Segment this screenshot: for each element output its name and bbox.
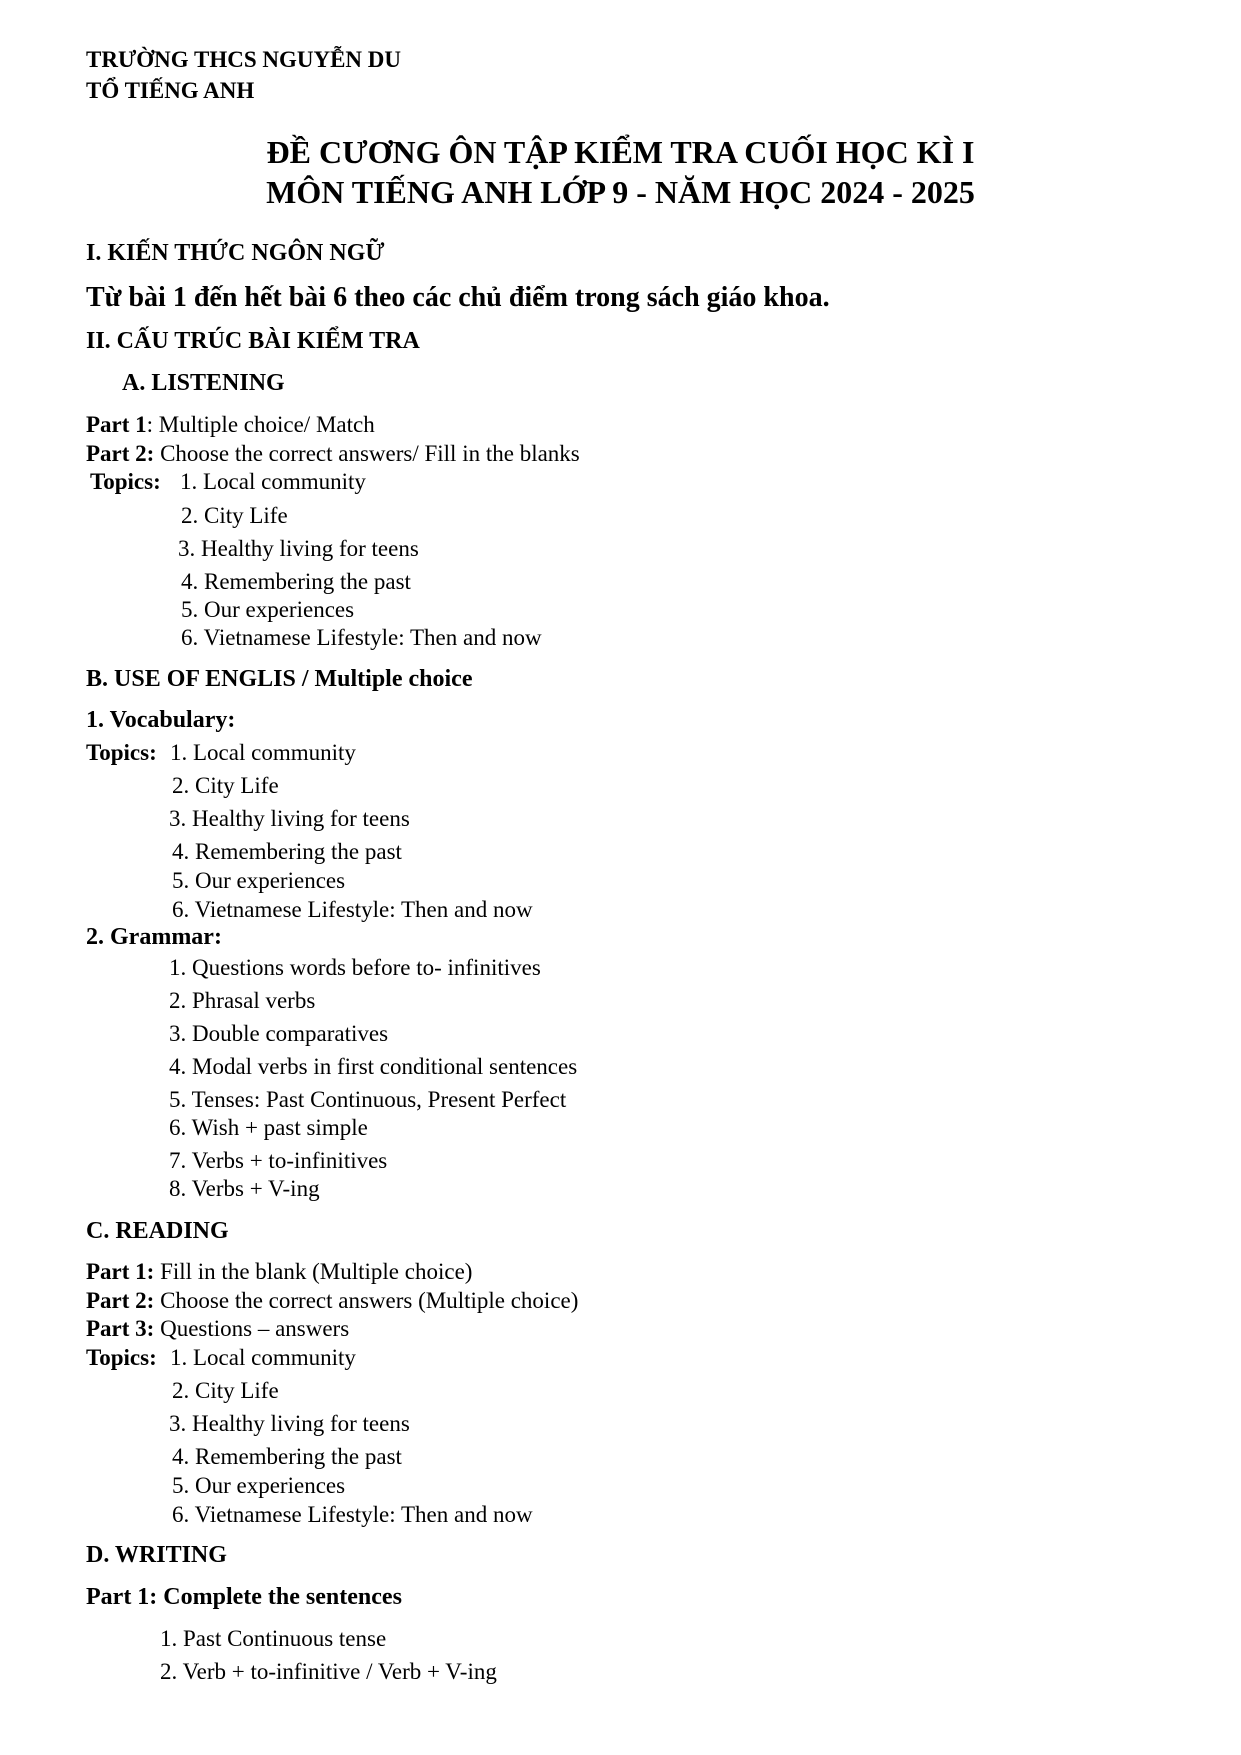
school-name: TRƯỜNG THCS NGUYỄN DU xyxy=(86,47,402,72)
document-title-line1: ĐỀ CƯƠNG ÔN TẬP KIỂM TRA CUỐI HỌC KÌ I xyxy=(266,134,975,170)
part-text: Fill in the blank (Multiple choice) xyxy=(154,1259,473,1284)
part-label: Part 1: xyxy=(86,1259,155,1284)
part-text: Choose the correct answers (Multiple choice) xyxy=(154,1288,579,1313)
listening-topic: 3. Healthy living for teens xyxy=(178,536,419,561)
grammar-item: 7. Verbs + to-infinitives xyxy=(169,1148,388,1173)
listening-part-1 xyxy=(86,413,375,436)
grammar-item: 5. Tenses: Past Continuous, Present Perfect xyxy=(169,1087,567,1112)
vocabulary-heading: 1. Vocabulary: xyxy=(86,707,236,733)
writing-item: 2. Verb + to-infinitive / Verb + V-ing xyxy=(160,1659,497,1684)
grammar-item: 3. Double comparatives xyxy=(169,1021,389,1046)
part-label: Part 2: xyxy=(86,441,155,466)
part-text: Questions – answers xyxy=(154,1316,350,1341)
reading-part-2 xyxy=(86,1289,578,1312)
section1-text: Từ bài 1 đến hết bài 6 theo các chủ điểm trong sách giáo khoa. xyxy=(86,282,830,313)
writing-item: 1. Past Continuous tense xyxy=(160,1626,387,1651)
part-text: : Multiple choice/ Match xyxy=(146,412,375,437)
listening-topic: 6. Vietnamese Lifestyle: Then and now xyxy=(181,625,542,650)
reading-heading: C. READING xyxy=(86,1218,229,1244)
reading-part-1 xyxy=(86,1260,472,1283)
department-name: TỔ TIẾNG ANH xyxy=(86,78,255,103)
reading-topic: 6. Vietnamese Lifestyle: Then and now xyxy=(172,1502,533,1527)
document-title-line2: MÔN TIẾNG ANH LỚP 9 - NĂM HỌC 2024 - 2025 xyxy=(266,174,975,210)
vocabulary-topic: 4. Remembering the past xyxy=(172,839,402,864)
vocabulary-topic: 1. Local community xyxy=(170,740,356,765)
listening-topic: 1. Local community xyxy=(180,469,366,494)
reading-part-3 xyxy=(86,1317,349,1340)
vocabulary-topic: 2. City Life xyxy=(172,773,279,798)
grammar-item: 8. Verbs + V-ing xyxy=(169,1176,320,1201)
grammar-heading: 2. Grammar: xyxy=(86,924,222,950)
vocabulary-topic: 6. Vietnamese Lifestyle: Then and now xyxy=(172,897,533,922)
use-of-english-heading: B. USE OF ENGLIS / Multiple choice xyxy=(86,666,473,692)
writing-part-1: Part 1: Complete the sentences xyxy=(86,1584,402,1610)
listening-topic: 2. City Life xyxy=(181,503,288,528)
reading-topic: 1. Local community xyxy=(170,1345,356,1370)
part-label: Part 3: xyxy=(86,1316,155,1341)
vocabulary-topic: 3. Healthy living for teens xyxy=(169,806,410,831)
reading-topic: 3. Healthy living for teens xyxy=(169,1411,410,1436)
section2-heading: II. CẤU TRÚC BÀI KIỂM TRA xyxy=(86,328,420,354)
grammar-item: 6. Wish + past simple xyxy=(169,1115,368,1140)
part-text: Choose the correct answers/ Fill in the blanks xyxy=(154,441,580,466)
listening-topic: 4. Remembering the past xyxy=(181,569,411,594)
part-label: Part 1 xyxy=(86,412,147,437)
vocabulary-topics-label: Topics: xyxy=(86,740,157,765)
grammar-item: 4. Modal verbs in first conditional sentences xyxy=(169,1054,578,1079)
listening-part-2 xyxy=(86,442,580,465)
reading-topic: 2. City Life xyxy=(172,1378,279,1403)
part-label: Part 2: xyxy=(86,1288,155,1313)
grammar-item: 1. Questions words before to- infinitives xyxy=(169,955,541,980)
writing-heading: D. WRITING xyxy=(86,1542,227,1568)
reading-topic: 4. Remembering the past xyxy=(172,1444,402,1469)
listening-topics-label: Topics: xyxy=(90,469,161,494)
listening-topic: 5. Our experiences xyxy=(181,597,355,622)
section1-heading: I. KIẾN THỨC NGÔN NGỮ xyxy=(86,240,385,266)
reading-topics-label: Topics: xyxy=(86,1345,157,1370)
listening-heading: A. LISTENING xyxy=(122,370,285,396)
grammar-item: 2. Phrasal verbs xyxy=(169,988,316,1013)
reading-topic: 5. Our experiences xyxy=(172,1473,346,1498)
vocabulary-topic: 5. Our experiences xyxy=(172,868,346,893)
